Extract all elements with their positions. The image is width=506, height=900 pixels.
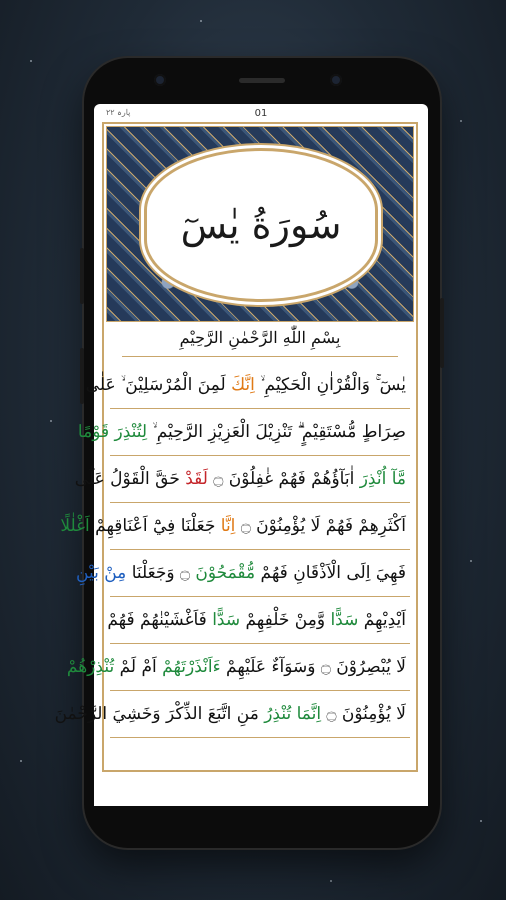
ayah-text-segment: ءَاَنْذَرْتَهُمْ [162,657,221,677]
surah-title: سُورَةُ يٰسٓ [180,203,342,247]
ayah-line[interactable] [74,456,410,503]
ayah-text-segment: لَمِنَ الْمُرْسَلِيْنَ ۙ عَلٰى [85,375,232,395]
ayah-line[interactable] [85,362,410,409]
surah-header-ornament [106,126,414,322]
front-camera-icon [154,74,166,86]
ayah-text-segment: فَهِيَ اِلَى الْاَذْقَانِ فَهُمْ [255,563,406,583]
ayah-line[interactable] [76,550,410,597]
ayah-text-segment: وَّمِنْ خَلْفِهِمْ [240,610,331,630]
bottom-area [94,774,428,806]
ayah-text-segment: مَّآ اُنْذِرَ [359,469,406,489]
ayah-text-segment: مَنِ اتَّبَعَ الذِّكْرَ وَخَشِيَ الرَّحْمٰنَ [54,704,265,724]
ayah-line[interactable] [66,644,410,691]
ayah-line[interactable] [77,409,410,456]
ayah-text-segment: اٰبَآؤُهُمْ فَهُمْ غٰفِلُوْنَ ۝ [207,469,360,489]
ayah-text-segment: اِنَّكَ [231,375,255,395]
ayah-text-segment: اِنَّمَا تُنْذِرُ [264,704,322,724]
power-button [440,298,444,368]
ayah-lines [54,362,410,738]
star [330,880,332,882]
ayah-text-segment: مُّقْمَحُوْنَ [195,563,256,583]
ayah-text-segment: مِنْ بَيْنِ [76,563,127,583]
ayah-line[interactable] [60,503,410,550]
ayah-line[interactable] [107,597,410,644]
page-header [94,104,428,120]
bismillah: بِسْمِ اللّٰهِ الرَّحْمٰنِ الرَّحِيْمِ [179,328,341,347]
star [480,820,482,822]
star [50,420,52,422]
star [20,760,22,762]
divider [122,356,398,357]
star [460,120,462,122]
ayah-text-segment: لَا يُبْصِرُوْنَ ۝ وَسَوَآءٌ عَلَيْهِمْ [220,657,406,677]
page-number: 01 [254,108,268,119]
volume-down-button [80,348,84,404]
ayah-text-segment: حَقَّ الْقَوْلُ عَلٰٓى [74,469,186,489]
ayah-text-segment: سَدًّا [330,610,359,630]
screen[interactable] [54,104,428,806]
ayah-text-segment: لِتُنْذِرَ قَوْمًا [77,422,148,442]
ayah-text-segment: ۝ وَجَعَلْنَا [126,563,196,583]
star [200,20,202,22]
mushaf-page[interactable] [54,122,418,772]
ayah-text-segment: اَمْ لَمْ [114,657,163,677]
star [30,60,32,62]
ayah-text-segment: سَدًّا [212,610,241,630]
ayah-text-segment: صِرَاطٍ مُّسْتَقِيْمٍ ۗ تَنْزِيْلَ الْعَزِيْزِ الرَّحِيْمِ ۙ [147,422,406,442]
juz-label: پارہ ۲۲ [106,108,131,117]
earpiece-speaker [239,78,285,83]
star [470,560,472,562]
ayah-text-segment: لَقَدْ [185,469,208,489]
sensor-icon [330,74,342,86]
ayah-text-segment: اَكْثَرِهِمْ فَهُمْ لَا يُؤْمِنُوْنَ ۝ [235,516,406,536]
ayah-line[interactable] [54,691,410,738]
ayah-text-segment: جَعَلْنَا فِيْٓ اَعْنَاقِهِمْ [89,516,221,536]
ayah-text-segment: يٰسٓ ۚ وَالْقُرْاٰنِ الْحَكِيْمِ ۙ [254,375,406,395]
ayah-text-segment: فَاَغْشَيْنٰهُمْ فَهُمْ [107,610,213,630]
ayah-text-segment: اَيْدِيْهِمْ [358,610,406,630]
ayah-text-segment: اَغْلٰلًا [60,516,90,536]
ayah-text-segment: اِنَّا [220,516,236,536]
surah-title-cartouche [147,151,375,299]
ayah-text-segment: لَا يُؤْمِنُوْنَ ۝ [321,704,406,724]
phone-frame [54,58,440,848]
volume-up-button [80,248,84,304]
ayah-text-segment: تُنْذِرْهُمْ [66,657,115,677]
